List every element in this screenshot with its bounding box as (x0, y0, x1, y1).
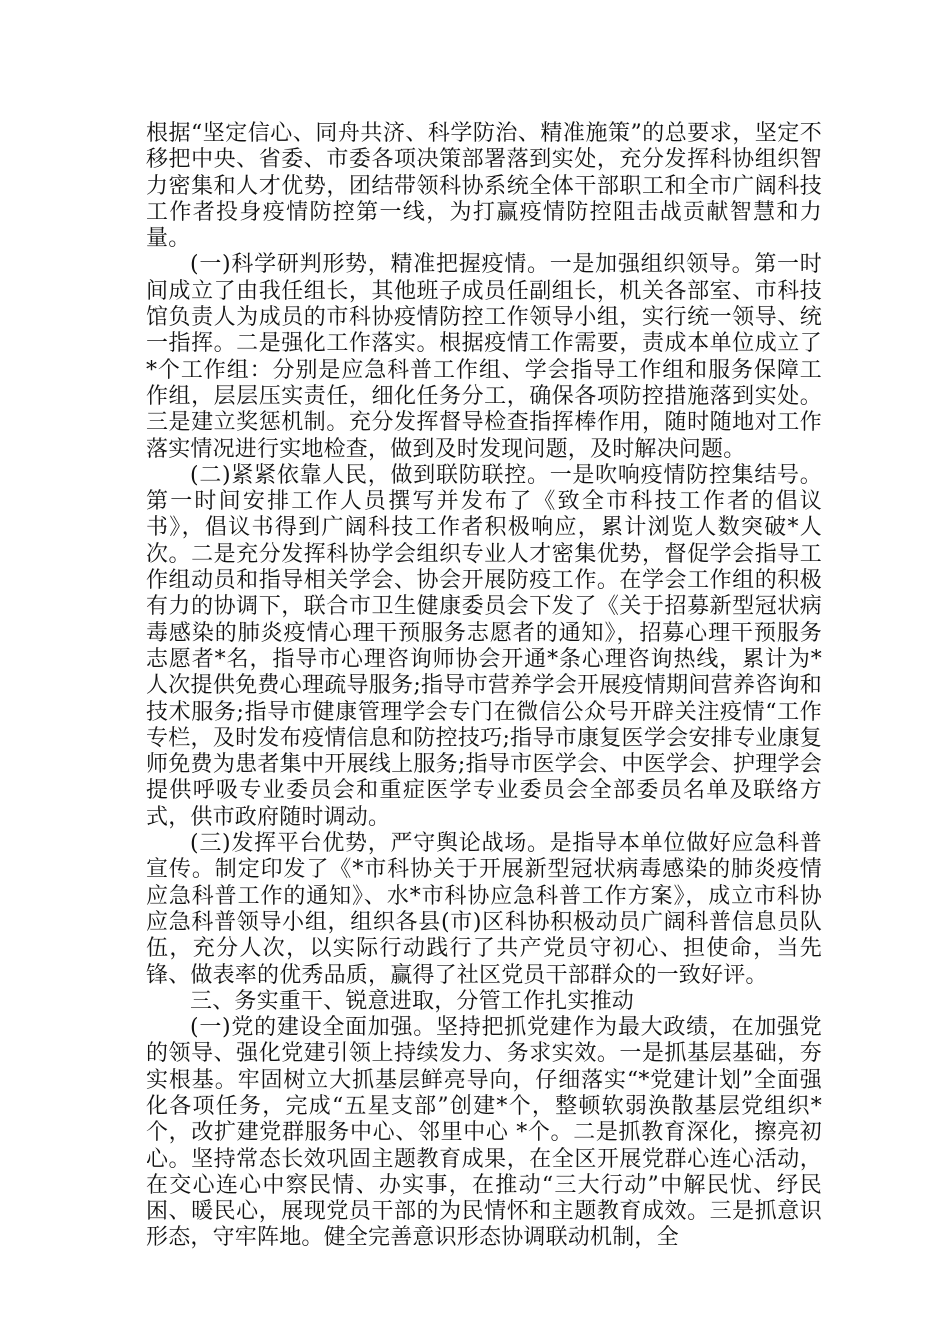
document-page (146, 121, 822, 1252)
paragraph-section-1: (一)科学研判形势，精准把握疫情。一是加强组织领导。第一时间成立了由我任组长，其他班子成员任副组长，机关各部室、市科技馆负责人为成员的市科协疫情防控工作领导小组，实行统一领导、统一指挥。二是强化工作落实。根据疫情工作需要，责成本单位成立了*个工作组：分别是应急科普工作组、学会指导工作组和服务保障工作组，层层压实责任，细化任务分工，确保各项防控措施落到实处。三是建立奖惩机制。充分发挥督导检查指挥棒作用，随时随地对工作落实情况进行实地检查，做到及时发现问题，及时解决问题。 (146, 252, 822, 462)
paragraph-party-building: (一)党的建设全面加强。坚持把抓党建作为最大政绩，在加强党的领导、强化党建引领上持续发力、务求实效。一是抓基层基础，夯实根基。牢固树立大抓基层鲜亮导向，仔细落实“*党建计划”全面强化各项任务，完成“五星支部”创建*个，整顿软弱涣散基层党组织*个，改扩建党群服务中心、邻里中心 *个。二是抓教育深化，擦亮初心。坚持常态长效巩固主题教育成果，在全区开展党群心连心活动，在交心连心中察民情、办实事，在推动“三大行动”中解民忧、纾民困、暖民心，展现党员干部的为民情怀和主题教育成效。三是抓意识形态，守牢阵地。健全完善意识形态协调联动机制，全 (146, 1015, 822, 1251)
section-heading: 三、务实重干、锐意进取，分管工作扎实推动 (190, 988, 635, 1014)
paragraph-intro: 根据“坚定信心、同舟共济、科学防治、精准施策”的总要求，坚定不移把中央、省委、市委各项决策部署落到实处，充分发挥科协组织智力密集和人才优势，团结带领科协系统全体干部职工和全市广阔科技工作者投身疫情防控第一线，为打赢疫情防控阻击战贡献智慧和力量。 (146, 121, 822, 252)
paragraph-section-3: (三)发挥平台优势，严守舆论战场。是指导本单位做好应急科普宣传。制定印发了《*市科协关于开展新型冠状病毒感染的肺炎疫情应急科普工作的通知》、水*市科协应急科普工作方案》，成立市科协应急科普领导小组，组织各县(市)区科协积极动员广阔科普信息员队伍，充分人次，以实际行动践行了共产党员守初心、担使命，当先锋、做表率的优秀品质，赢得了社区党员干部群众的一致好评。 (146, 831, 822, 988)
paragraph-section-2: (二)紧紧依靠人民，做到联防联控。一是吹响疫情防控集结号。第一时间安排工作人员撰写并发布了《致全市科技工作者的倡议书》，倡议书得到广阔科技工作者积极响应，累计浏览人数突破*人次。二是充分发挥科协学会组织专业人才密集优势，督促学会指导工作组动员和指导相关学会、协会开展防疫工作。在学会工作组的积极有力的协调下，联合市卫生健康委员会下发了《关于招募新型冠状病毒感染的肺炎疫情心理干预服务志愿者的通知》，招募心理干预服务志愿者*名，指导市心理咨询师协会开通*条心理咨询热线，累计为*人次提供免费心理疏导服务;指导市营养学会开展疫情期间营养咨询和技术服务;指导市健康管理学会专门在微信公众号开辟关注疫情“工作专栏，及时发布疫情信息和防控技巧;指导市康复医学会安排专业康复师免费为患者集中开展线上服务;指导市医学会、中医学会、护理学会提供呼吸专业委员会和重症医学专业委员会全部委员名单及联络方式，供市政府随时调动。 (146, 462, 822, 830)
